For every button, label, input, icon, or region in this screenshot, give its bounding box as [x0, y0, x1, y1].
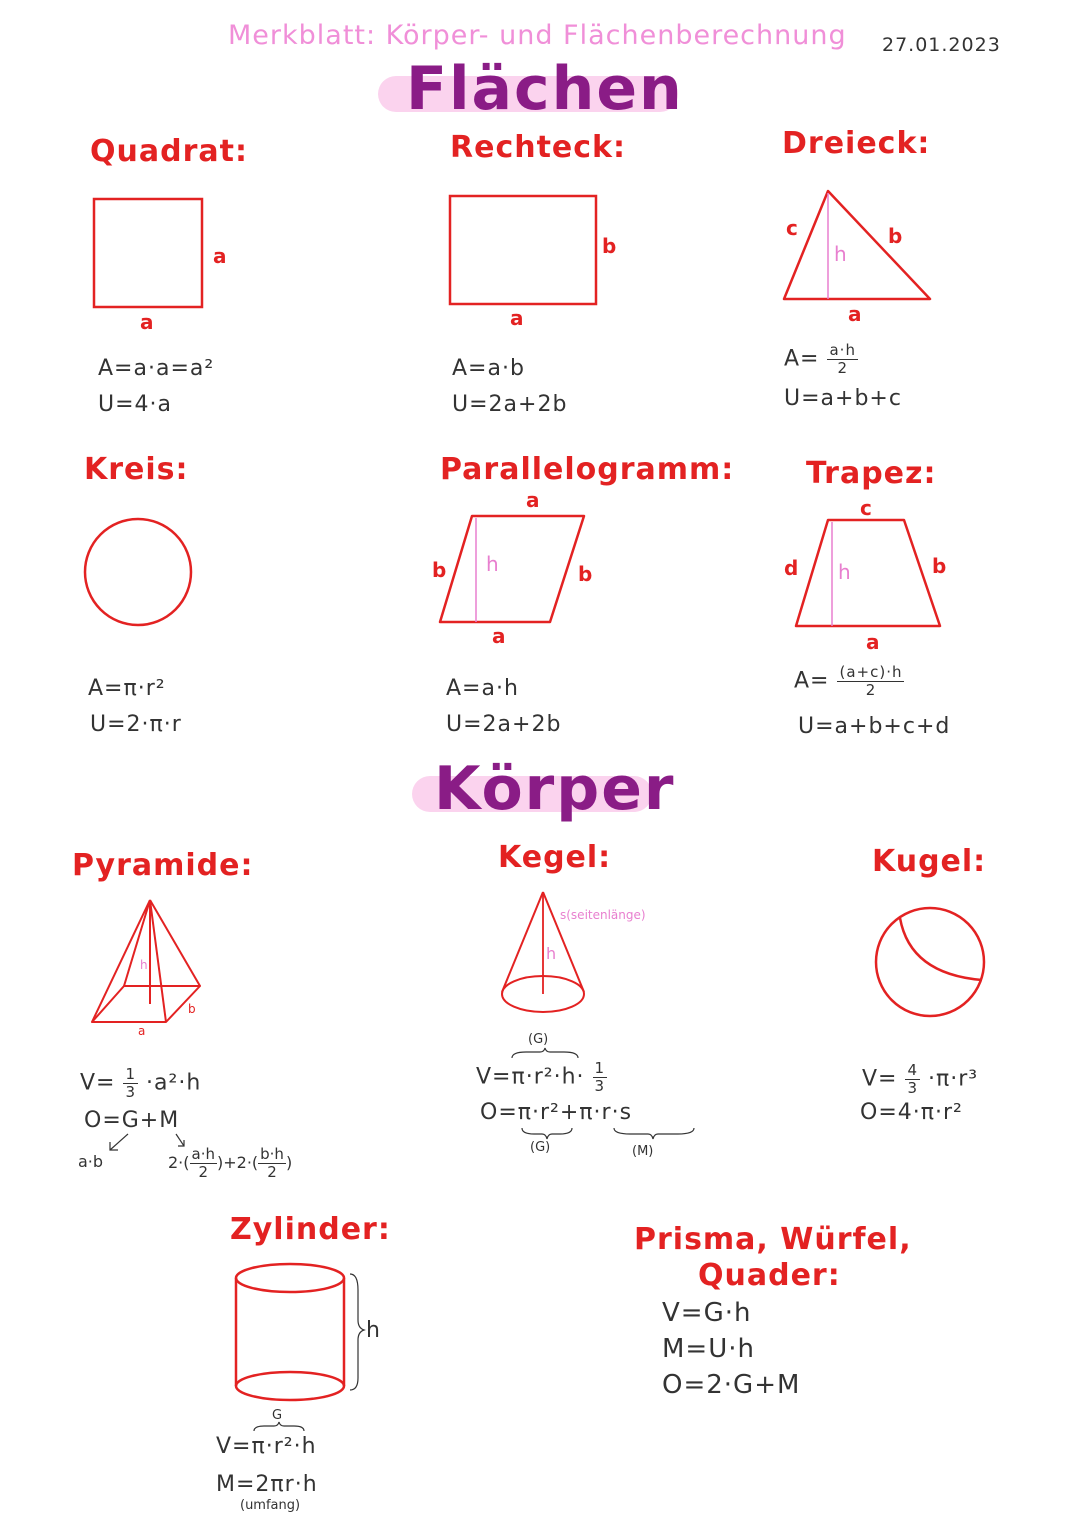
quadrat-shape: [94, 199, 202, 307]
trapez-label-left: d: [784, 556, 799, 580]
dreieck-figure: [780, 186, 936, 306]
shape-title-kreis: Kreis:: [84, 452, 189, 487]
dreieck-label-h: h: [834, 242, 847, 266]
pyramide-volume-num: 1: [125, 1065, 137, 1083]
parallelogramm-label-right: b: [578, 562, 593, 586]
quadrat-label-side: a: [213, 244, 227, 268]
dreieck-area-fraction: [827, 342, 857, 377]
rechteck-label-side: b: [602, 234, 617, 258]
zylinder-under-umfang: (umfang): [240, 1498, 301, 1513]
prisma-formula-mantel: M=U·h: [662, 1334, 755, 1364]
pyramide-note-frac1-den: 2: [198, 1163, 209, 1181]
shape-title-zylinder: Zylinder:: [230, 1212, 391, 1247]
shape-title-trapez: Trapez:: [806, 456, 937, 491]
rechteck-formula-area: A=a·b: [452, 356, 525, 381]
kugel-volume-prefix: V=: [862, 1066, 898, 1092]
pyramide-volume-prefix: V=: [80, 1070, 116, 1096]
kreis-formula-perimeter: U=2·π·r: [90, 712, 182, 737]
zylinder-figure: [232, 1260, 382, 1410]
kegel-label-s: s(seitenlänge): [560, 908, 646, 922]
trapez-area-num: (a+c)·h: [839, 663, 903, 681]
rechteck-formula-perimeter: U=2a+2b: [452, 392, 568, 417]
parallelogramm-formula-perimeter: U=2a+2b: [446, 712, 562, 737]
trapez-area-prefix: A=: [794, 668, 830, 694]
kreis-shape: [85, 519, 191, 625]
pyramide-volume-suffix: ·a²·h: [146, 1070, 202, 1096]
kugel-arc: [900, 918, 982, 980]
rechteck-label-bottom: a: [510, 306, 524, 330]
section-title-bodies: Körper: [434, 754, 676, 824]
quadrat-label-bottom: a: [140, 310, 154, 334]
rechteck-shape: [450, 196, 596, 304]
shape-title-kegel: Kegel:: [498, 840, 612, 875]
kegel-formula-volume: [476, 1060, 607, 1095]
section-title-areas: Flächen: [406, 54, 684, 124]
kegel-volume-den: 3: [594, 1077, 606, 1095]
trapez-area-fraction: [837, 664, 904, 699]
trapez-label-top: c: [860, 496, 872, 520]
pyramide-base: [92, 986, 200, 1022]
kugel-volume-suffix: ·π·r³: [928, 1066, 979, 1092]
document-title: Merkblatt: Körper- und Flächenberechnung: [228, 20, 847, 51]
dreieck-label-a: a: [848, 302, 862, 326]
zylinder-brace: [252, 1422, 306, 1432]
dreieck-area-num: a·h: [829, 341, 856, 359]
kegel-brace-top: [510, 1048, 580, 1060]
kegel-volume-num: 1: [594, 1059, 606, 1077]
kegel-formula-surface: O=π·r²+π·r·s: [480, 1100, 633, 1125]
date: 27.01.2023: [882, 34, 1001, 56]
pyramide-note-m: [168, 1146, 292, 1181]
dreieck-formula-area: [784, 342, 858, 377]
parallelogramm-label-top: a: [526, 488, 540, 512]
parallelogramm-formula-area: A=a·h: [446, 676, 519, 701]
kugel-volume-den: 3: [907, 1079, 919, 1097]
pyramide-volume-den: 3: [125, 1083, 137, 1101]
kegel-braces-bottom: [520, 1126, 700, 1140]
zylinder-top: [236, 1264, 344, 1292]
shape-title-dreieck: Dreieck:: [782, 126, 931, 161]
trapez-area-den: 2: [865, 681, 877, 699]
kegel-brace-g: (G): [528, 1032, 549, 1047]
kugel-figure: [872, 904, 990, 1022]
trapez-formula-area: [794, 664, 904, 699]
pyramide-note-m-mid: )+2·(: [216, 1153, 259, 1172]
kugel-volume-num: 4: [907, 1061, 919, 1079]
pyramide-note-frac1-num: a·h: [191, 1145, 215, 1163]
trapez-label-h: h: [838, 560, 851, 584]
quadrat-formula-area: A=a·a=a²: [98, 356, 215, 381]
pyramide-note-m-prefix: 2·(: [168, 1153, 190, 1172]
pyramide-volume-fraction: [123, 1066, 138, 1101]
dreieck-area-prefix: A=: [784, 346, 820, 372]
kugel-formula-volume: [862, 1062, 978, 1097]
shape-title-parallelogramm: Parallelogramm:: [440, 452, 735, 487]
parallelogramm-label-left: b: [432, 558, 447, 582]
zylinder-label-h: h: [366, 1318, 381, 1343]
rechteck-figure: [446, 192, 606, 310]
parallelogramm-shape: [440, 516, 584, 622]
pyramide-formula-volume: [80, 1066, 201, 1101]
quadrat-figure: [90, 195, 210, 315]
kegel-volume-fraction: [593, 1060, 608, 1095]
pyramide-note-frac2: [258, 1146, 286, 1181]
kegel-under-m: (M): [632, 1144, 654, 1159]
zylinder-formula-volume: V=π·r²·h: [216, 1434, 317, 1459]
dreieck-shape: [784, 191, 930, 299]
kegel-volume-prefix: V=π·r²·h·: [476, 1064, 585, 1090]
zylinder-brace-g: G: [272, 1408, 283, 1423]
kegel-under-g: (G): [530, 1140, 551, 1155]
section-heading-bodies: [412, 754, 676, 830]
dreieck-area-den: 2: [837, 359, 848, 377]
kugel-formula-surface: O=4·π·r²: [860, 1100, 963, 1125]
pyramide-note-frac2-den: 2: [267, 1163, 277, 1181]
trapez-figure: [792, 516, 947, 632]
shape-title-kugel: Kugel:: [872, 844, 987, 879]
shape-title-prisma-line2: Quader:: [698, 1258, 841, 1293]
dreieck-label-c: c: [786, 216, 798, 240]
trapez-label-right: b: [932, 554, 947, 578]
pyramide-label-a: a: [138, 1024, 146, 1038]
dreieck-formula-perimeter: U=a+b+c: [784, 386, 902, 411]
shape-title-rechteck: Rechteck:: [450, 130, 627, 165]
pyramide-label-b: b: [188, 1002, 196, 1016]
trapez-formula-perimeter: U=a+b+c+d: [798, 714, 951, 739]
prisma-formula-volume: V=G·h: [662, 1298, 752, 1328]
kugel-volume-fraction: [905, 1062, 920, 1097]
parallelogramm-figure: [436, 512, 592, 628]
kreis-figure: [82, 516, 196, 630]
shape-title-prisma-line1: Prisma, Würfel,: [634, 1222, 912, 1257]
prisma-formula-surface: O=2·G+M: [662, 1370, 801, 1400]
kugel-shape: [876, 908, 984, 1016]
shape-title-pyramide: Pyramide:: [72, 848, 254, 883]
pyramide-note-g: a·b: [78, 1152, 104, 1171]
trapez-label-bottom: a: [866, 630, 880, 654]
kreis-formula-area: A=π·r²: [88, 676, 166, 701]
parallelogramm-label-bottom: a: [492, 624, 506, 648]
shape-title-quadrat: Quadrat:: [90, 134, 248, 169]
pyramide-note-frac1: [190, 1146, 217, 1181]
kegel-label-h: h: [546, 944, 557, 963]
quadrat-formula-perimeter: U=4·a: [98, 392, 173, 417]
pyramide-note-frac2-num: b·h: [260, 1145, 284, 1163]
pyramide-note-m-suffix: ): [285, 1153, 293, 1172]
section-heading-areas: [378, 54, 684, 126]
pyramide-label-h: h: [140, 958, 148, 972]
parallelogramm-label-h: h: [486, 552, 499, 576]
dreieck-label-b: b: [888, 224, 903, 248]
trapez-shape: [796, 520, 940, 626]
zylinder-formula-mantel: M=2πr·h: [216, 1472, 318, 1497]
pyramide-formula-surface: O=G+M: [84, 1108, 180, 1133]
zylinder-bottom: [236, 1372, 344, 1400]
